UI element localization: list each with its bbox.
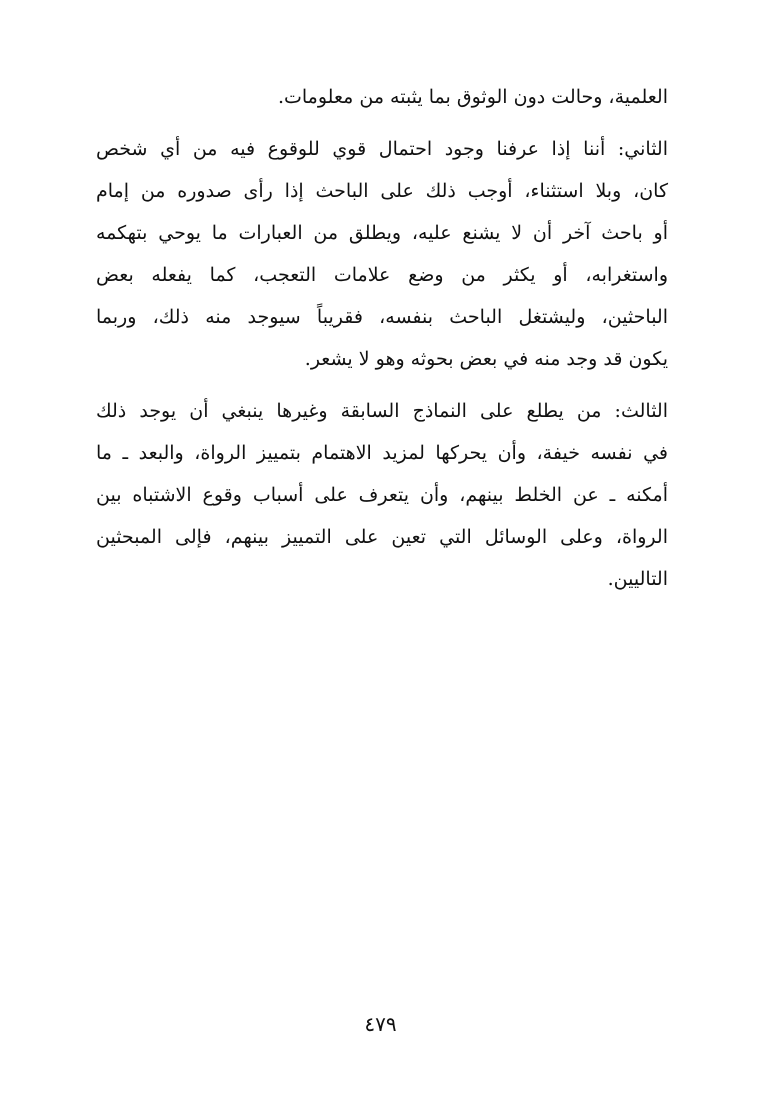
paragraph-second-point xyxy=(96,128,668,380)
text-line: الباحثين، وليشتغل الباحث بنفسه، فقريباً سيوجد منه ذلك، وربما xyxy=(96,306,668,328)
text-line: في نفسه خيفة، وأن يحركها لمزيد الاهتمام بتمييز الرواة، والبعد ـ ما xyxy=(96,442,668,464)
paragraph-continuation xyxy=(96,76,668,118)
body-text xyxy=(96,76,668,600)
text-line: التاليين. xyxy=(607,568,668,590)
text-line: يكون قد وجد منه في بعض بحوثه وهو لا يشعر. xyxy=(304,348,668,370)
text-line: الثالث: من يطلع على النماذج السابقة وغيرها ينبغي أن يوجد ذلك xyxy=(96,400,668,422)
text-line: أمكنه ـ عن الخلط بينهم، وأن يتعرف على أسباب وقوع الاشتباه بين xyxy=(96,484,668,506)
text-line: العلمية، وحالت دون الوثوق بما يثبته من معلومات. xyxy=(277,86,668,108)
text-line: الثاني: أننا إذا عرفنا وجود احتمال قوي للوقوع فيه من أي شخص xyxy=(96,138,668,160)
page-number: ٤٧٩ xyxy=(364,1012,397,1036)
text-line: واستغرابه، أو يكثر من وضع علامات التعجب، كما يفعله بعض xyxy=(96,264,668,286)
paragraph-third-point xyxy=(96,390,668,600)
text-line: أو باحث آخر أن لا يشنع عليه، ويطلق من العبارات ما يوحي بتهكمه xyxy=(96,222,668,244)
text-line: كان، وبلا استثناء، أوجب ذلك على الباحث إذا رأى صدوره من إمام xyxy=(96,180,668,202)
text-line: الرواة، وعلى الوسائل التي تعين على التمييز بينهم، فإلى المبحثين xyxy=(96,526,668,548)
